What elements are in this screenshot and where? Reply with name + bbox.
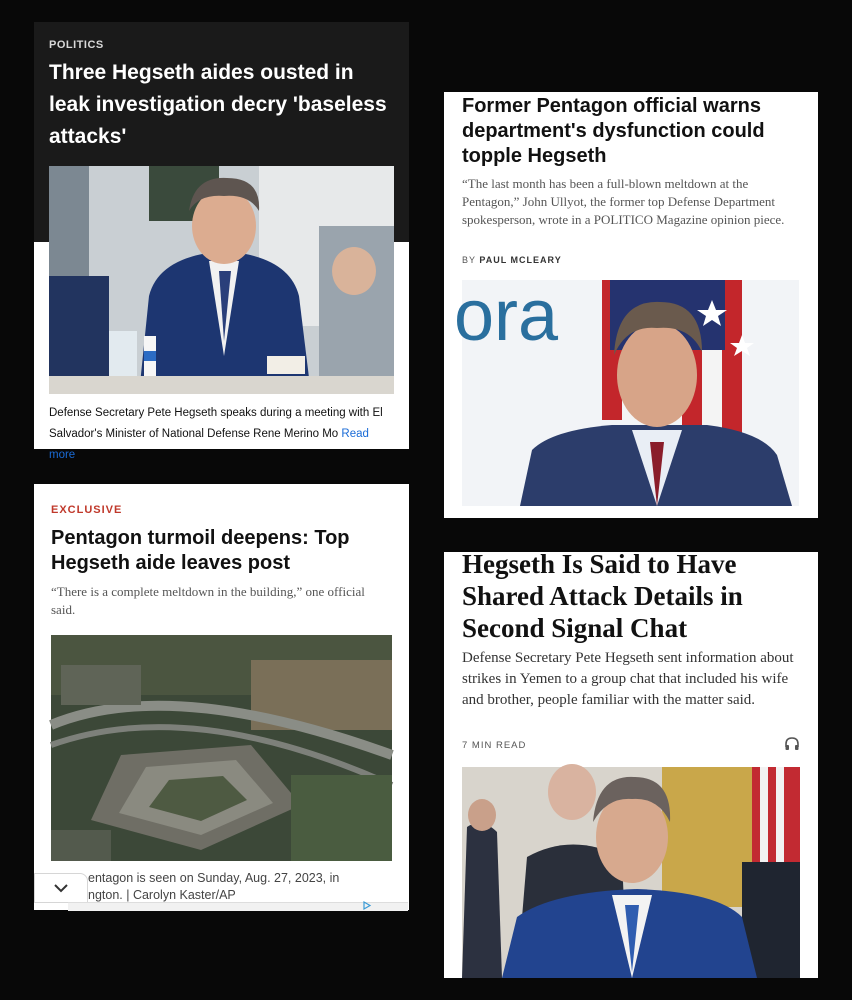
article-card-signal-chat[interactable] xyxy=(444,549,818,978)
hegseth-portrait-photo xyxy=(454,276,799,506)
article-card-leak-investigation[interactable] xyxy=(34,22,409,461)
article-dek: “There is a complete meltdown in the building,” one official said. xyxy=(51,584,365,617)
photo-caption: entagon is seen on Sunday, Aug. 27, 2023, in ngton. | Carolyn Kaster/AP xyxy=(88,871,340,902)
article-dek: Defense Secretary Pete Hegseth sent information about strikes in Yemen to a group chat that included his wife and brother, people familiar with the matter said. xyxy=(462,650,794,708)
pentagon-aerial-photo xyxy=(51,635,392,861)
photo-caption: Defense Secretary Pete Hegseth speaks during a meeting with El Salvador's Minister of National Defense Rene Merino Mo Read more xyxy=(49,407,383,461)
exclusive-kicker: EXCLUSIVE xyxy=(51,504,123,516)
ad-banner[interactable] xyxy=(68,902,408,911)
chevron-down-icon xyxy=(53,883,69,893)
section-kicker: POLITICS xyxy=(49,39,104,51)
article-dek: “The last month has been a full-blown meltdown at the Pentagon,” John Ullyot, the former top Defense Department spokesperson, wrote in a POLITICO Magazine opinion piece. xyxy=(462,176,785,227)
read-time: 7 MIN READ xyxy=(462,740,527,751)
headphones-icon[interactable] xyxy=(784,736,800,752)
collapse-ad-button[interactable] xyxy=(34,873,88,903)
headline[interactable]: Pentagon turmoil deepens: Top Hegseth aide leaves post xyxy=(51,527,350,574)
headline[interactable]: Hegseth Is Said to Have Shared Attack Details in Second Signal Chat xyxy=(462,549,743,643)
article-card-turmoil[interactable] xyxy=(34,484,409,910)
hegseth-meeting-photo xyxy=(49,166,394,394)
svg-text:ora: ora xyxy=(454,276,559,356)
headline[interactable]: Former Pentagon official warns department's dysfunction could topple Hegseth xyxy=(462,95,765,167)
ad-choices-icon[interactable] xyxy=(362,901,372,910)
article-card-former-official[interactable] xyxy=(444,92,818,518)
read-more-link[interactable]: Read more xyxy=(49,428,369,461)
byline-author[interactable]: PAUL MCLEARY xyxy=(479,255,562,265)
byline: BY PAUL MCLEARY xyxy=(462,255,562,265)
hegseth-cabinet-photo xyxy=(462,767,800,978)
headline[interactable]: Three Hegseth aides ousted in leak investigation decry 'baseless attacks' xyxy=(49,61,387,148)
